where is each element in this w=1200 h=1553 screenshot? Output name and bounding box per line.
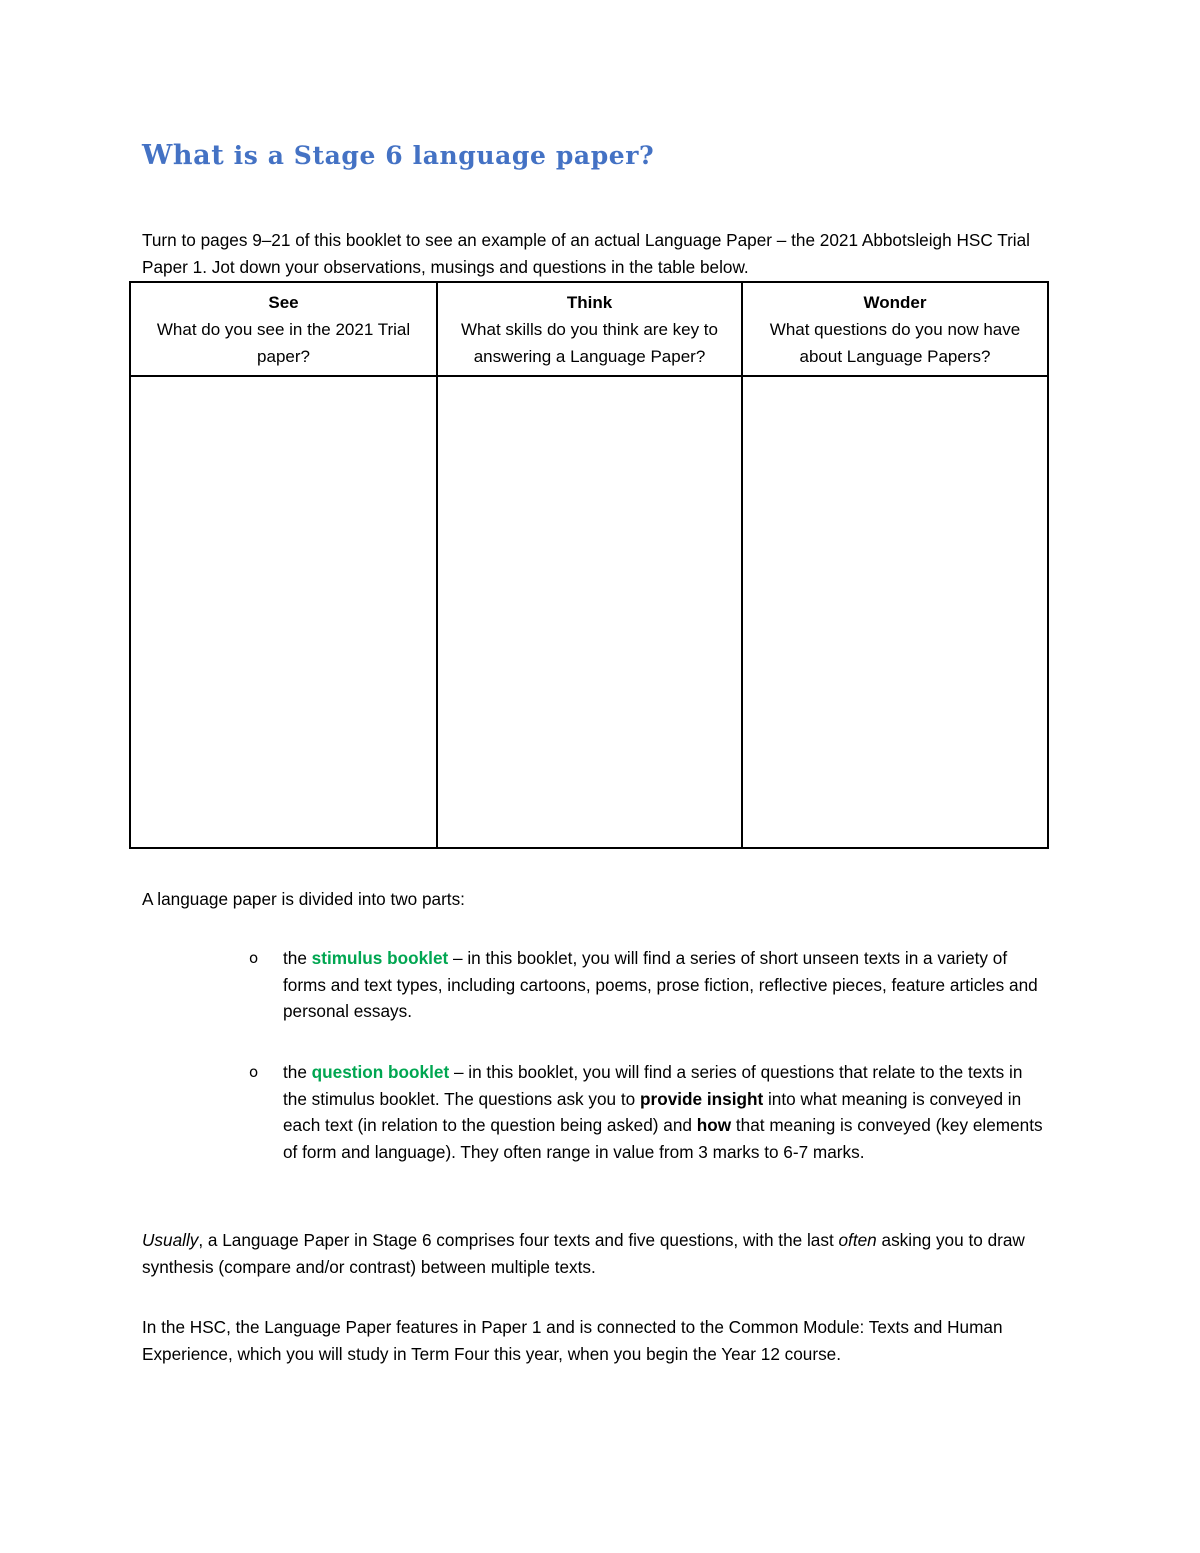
question-bullet <box>283 1059 1048 1165</box>
title-first-word: What <box>142 140 225 171</box>
think-answer-cell[interactable] <box>437 376 742 848</box>
bullet-prefix: the <box>283 1062 312 1082</box>
see-title: See <box>268 293 299 312</box>
bullet-text-c: that meaning is conveyed (key elements of form and language). They often range in value from 3 marks to 6-7 marks. <box>283 1115 1043 1162</box>
wonder-prompt: What questions do you now have about Language Papers? <box>769 320 1021 366</box>
think-title: Think <box>566 293 613 312</box>
question-booklet-term: question booklet <box>311 1062 450 1082</box>
stimulus-booklet-term: stimulus booklet <box>311 948 449 968</box>
table-header-row <box>130 282 1048 376</box>
bullet-marker: o <box>249 1063 259 1081</box>
wonder-header <box>742 282 1048 376</box>
wonder-answer-cell[interactable] <box>742 376 1048 848</box>
often-italic: often <box>838 1230 877 1250</box>
table-answer-row <box>130 376 1048 848</box>
usually-italic: Usually <box>142 1230 199 1250</box>
think-prompt: What skills do you think are key to answering a Language Paper? <box>460 320 718 366</box>
bullet-marker: o <box>249 949 259 967</box>
bullet-prefix: the <box>283 948 312 968</box>
wonder-title: Wonder <box>863 293 927 312</box>
see-header <box>130 282 437 376</box>
think-header <box>437 282 742 376</box>
bullet-text-a: – in this booklet, you will find a series of questions that relate to the texts in the stimulus booklet. The questions ask you to <box>283 1062 1023 1109</box>
hsc-paragraph: In the HSC, the Language Paper features in Paper 1 and is connected to the Common Module: Texts and Human Experience, which you will study in Term Four this year, when you begin the Year 12 course. <box>142 1317 1003 1364</box>
usually-text-a: , a Language Paper in Stage 6 comprises four texts and five questions, with the last <box>198 1230 839 1250</box>
provide-insight-emphasis: provide insight <box>640 1088 764 1109</box>
stimulus-bullet <box>283 945 1048 1025</box>
title-rest: is a Stage 6 language paper? <box>224 141 655 170</box>
usually-text-b: asking you to draw synthesis (compare and/or contrast) between multiple texts. <box>142 1230 1025 1277</box>
intro-paragraph: Turn to pages 9–21 of this booklet to see an example of an actual Language Paper – the 2021 Abbotsleigh HSC Trial Paper 1. Jot down your observations, musings and questions in the table below. <box>142 230 1030 277</box>
page-title <box>142 140 654 171</box>
usually-paragraph <box>142 1227 1047 1280</box>
see-prompt: What do you see in the 2021 Trial paper? <box>156 320 411 366</box>
parts-intro: A language paper is divided into two parts: <box>142 889 465 909</box>
see-answer-cell[interactable] <box>130 376 437 848</box>
bullet-text-b: into what meaning is conveyed in each text (in relation to the question being asked) and <box>283 1088 1022 1135</box>
see-think-wonder-table <box>129 281 1049 849</box>
bullet-text: – in this booklet, you will find a series of short unseen texts in a variety of forms and text types, including cartoons, poems, prose fiction, reflective pieces, feature articles and personal essays. <box>283 948 1038 1021</box>
how-emphasis: how <box>696 1115 732 1135</box>
